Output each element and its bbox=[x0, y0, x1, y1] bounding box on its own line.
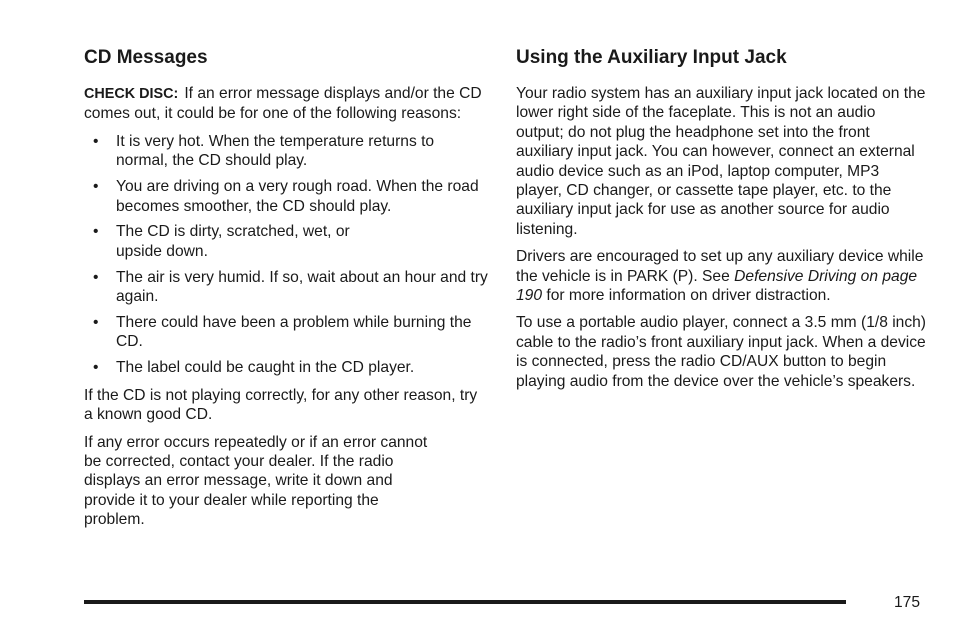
footer-rule bbox=[84, 600, 846, 604]
park-paragraph bbox=[516, 247, 926, 305]
aux-jack-paragraph: Your radio system has an auxiliary input jack located on the lower right side of the faceplate. This is not an audio output; do not plug the headphone set into the front auxiliary input jack. You can however, connect an external audio device such as an iPod, laptop computer, MP3 player, CD changer, or cassette tape player, etc. to the auxiliary input jack for use as another source for audio listening. bbox=[516, 85, 926, 238]
bullet-icon: • bbox=[93, 268, 99, 286]
list-item-text: The label could be caught in the CD player. bbox=[116, 359, 415, 377]
list-item-text: It is very hot. When the temperature returns to normal, the CD should play. bbox=[116, 132, 435, 170]
list-item-text: The CD is dirty, scratched, wet, or upside down. bbox=[116, 223, 350, 260]
bullet-icon: • bbox=[93, 132, 99, 150]
reasons-list bbox=[84, 132, 488, 378]
known-good-cd-paragraph: If the CD is not playing correctly, for any other reason, try a known good CD. bbox=[84, 386, 478, 424]
aux-jack-heading: Using the Auxiliary Input Jack bbox=[516, 47, 787, 68]
left-column bbox=[84, 46, 488, 538]
portable-player-paragraph: To use a portable audio player, connect a 3.5 mm (1/8 inch) cable to the radio’s front auxiliary input jack. When a device is connected, press the radio CD/AUX button to begin playing audio from the device over the vehicle’s speakers. bbox=[516, 314, 927, 390]
list-item bbox=[84, 358, 488, 377]
bullet-icon: • bbox=[93, 223, 99, 241]
list-item-text: There could have been a problem while burning the CD. bbox=[116, 314, 472, 351]
bullet-icon: • bbox=[93, 359, 99, 377]
cd-messages-heading: CD Messages bbox=[84, 47, 208, 68]
park-text: Drivers are encouraged to set up any auxiliary device while the vehicle is in PARK (P). See bbox=[516, 248, 924, 285]
list-item bbox=[84, 268, 488, 307]
bullet-icon: • bbox=[93, 178, 99, 196]
bullet-icon: • bbox=[93, 314, 99, 332]
page-reference-link[interactable]: Defensive Driving on page 190 bbox=[516, 267, 918, 305]
right-column bbox=[516, 46, 926, 399]
list-item-text: You are driving on a very rough road. When the road becomes smoother, the CD should play. bbox=[116, 178, 479, 215]
list-item bbox=[84, 222, 488, 261]
contact-dealer-paragraph: If any error occurs repeatedly or if an error cannot be corrected, contact your dealer. If the radio displays an error message, write it down and provide it to your dealer while reporting the problem. bbox=[84, 433, 428, 529]
list-item bbox=[84, 177, 488, 216]
page-number: 175 bbox=[893, 594, 920, 611]
list-item bbox=[84, 132, 488, 171]
check-disc-paragraph bbox=[84, 84, 488, 124]
park-text-end: for more information on driver distraction. bbox=[546, 287, 831, 305]
check-disc-text: If an error message displays and/or the CD comes out, it could be for one of the following reasons: bbox=[84, 85, 482, 123]
list-item bbox=[84, 313, 488, 352]
check-disc-label: CHECK DISC: bbox=[84, 86, 179, 102]
list-item-text: The air is very humid. If so, wait about an hour and try again. bbox=[116, 268, 488, 306]
